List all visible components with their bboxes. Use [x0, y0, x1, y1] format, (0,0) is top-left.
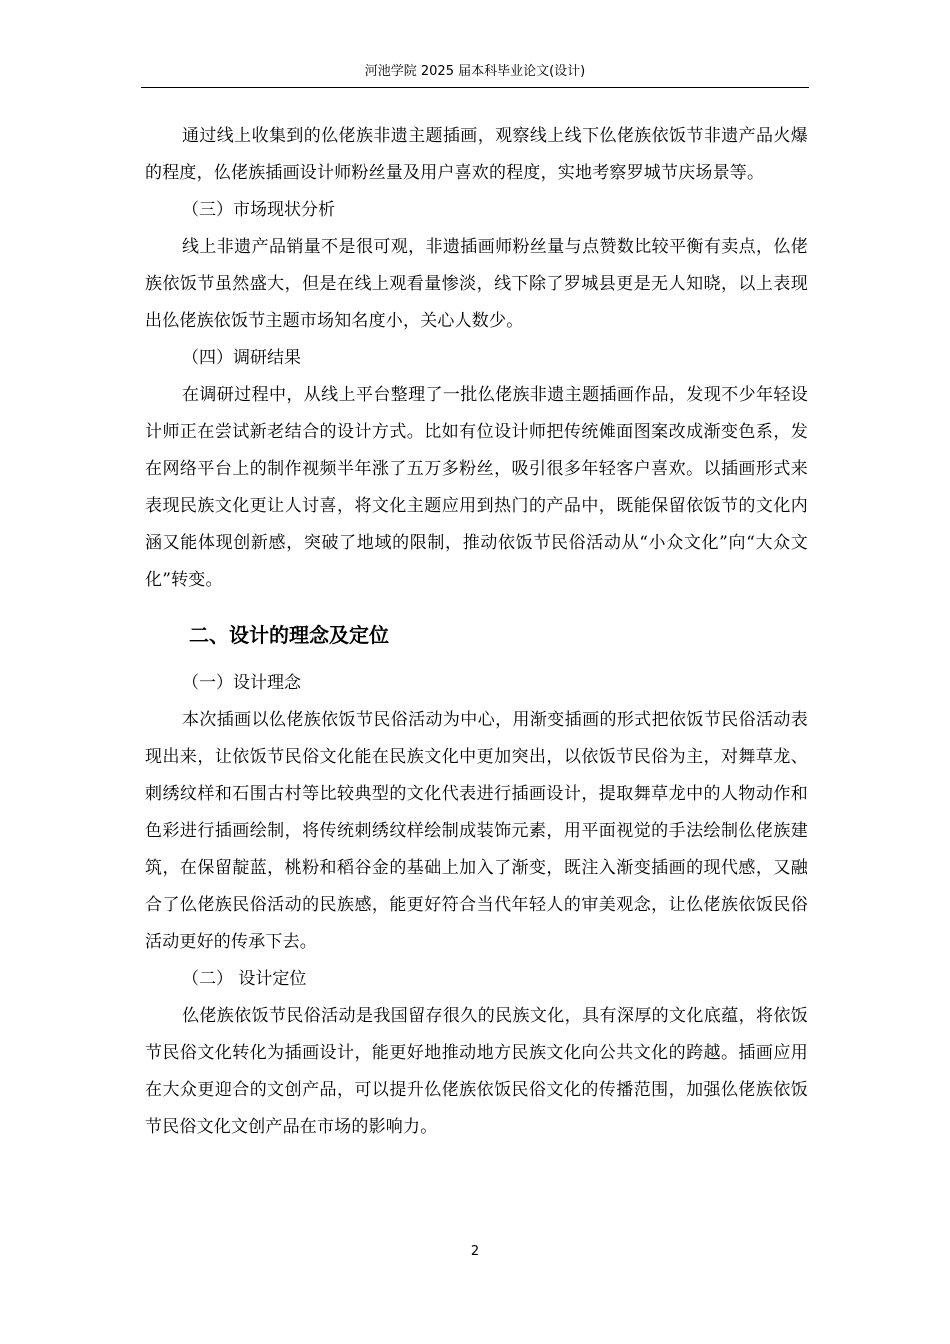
paragraph-design-concept: 本次插画以仫佬族依饭节民俗活动为中心，用渐变插画的形式把依饭节民俗活动表现出来，让依饭节民俗文化能在民族文化中更加突出，以依饭节民俗为主，对舞草龙、刺绣纹样和石围古村等比较典型的文化代表进行插画设计，提取舞草龙中的人物动作和色彩进行插画绘制，将传统刺绣纹样绘制成装饰元素，用平面视觉的手法绘制仫佬族建筑，在保留靛蓝，桃粉和稻谷金的基础上加入了渐变，既注入渐变插画的现代感，又融合了仫佬族民俗活动的民族感，能更好符合当代年轻人的审美观念，让仫佬族依饭民俗活动更好的传承下去。	[145, 710, 808, 952]
paragraph-market-analysis: 线上非遗产品销量不是很可观，非遗插画师粉丝量与点赞数比较平衡有卖点，仫佬族依饭节虽然盛大，但是在线上观看量惨淡，线下除了罗城县更是无人知晓，以上表现出仫佬族依饭节主题市场知名度小，关心人数少。	[145, 237, 808, 331]
header-divider	[141, 87, 809, 88]
subsection-title-design-concept: （一）设计理念	[182, 673, 301, 693]
section-title-design-concept-positioning: 二、设计的理念及定位	[189, 623, 389, 647]
paragraph-research-results: 在调研过程中，从线上平台整理了一批仫佬族非遗主题插画作品，发现不少年轻设计师正在尝试新老结合的设计方式。比如有位设计师把传统傩面图案改成渐变色系，发在网络平台上的制作视频半年涨了五万多粉丝，吸引很多年轻客户喜欢。以插画形式来表现民族文化更让人讨喜，将文化主题应用到热门的产品中，既能保留依饭节的文化内涵又能体现创新感，突破了地域的限制，推动依饭节民俗活动从“小众文化”向“大众文化”转变。	[145, 385, 808, 590]
page-number: 2	[470, 1244, 480, 1259]
subsection-title-research-results: （四）调研结果	[182, 348, 301, 368]
paragraph-design-positioning: 仫佬族依饭节民俗活动是我国留存很久的民族文化，具有深厚的文化底蕴，将依饭节民俗文化转化为插画设计，能更好地推动地方民族文化向公共文化的跨越。插画应用在大众更迎合的文创产品，可以提升仫佬族依饭民俗文化的传播范围，加强仫佬族依饭节民俗文化文创产品在市场的影响力。	[145, 1006, 808, 1137]
subsection-title-design-positioning: （二） 设计定位	[182, 969, 307, 989]
page-header: 河池学院 2025 届本科毕业论文(设计)	[364, 64, 586, 79]
paragraph-intro: 通过线上收集到的仫佬族非遗主题插画，观察线上线下仫佬族依饭节非遗产品火爆的程度，仫佬族插画设计师粉丝量及用户喜欢的程度，实地考察罗城节庆场景等。	[145, 126, 808, 183]
document-body	[145, 118, 808, 1146]
subsection-title-market-analysis: （三）市场现状分析	[182, 200, 335, 220]
